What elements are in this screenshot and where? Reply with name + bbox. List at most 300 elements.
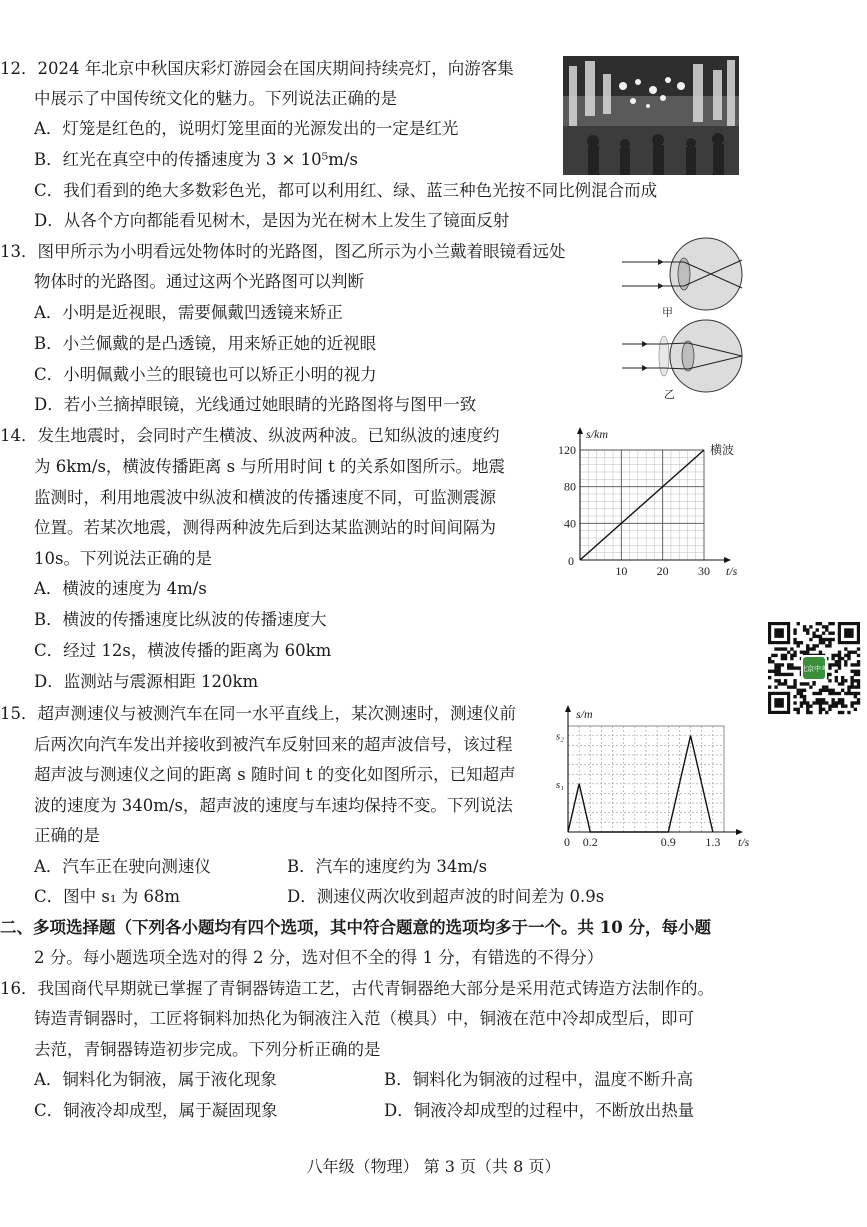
qr-module (825, 628, 828, 631)
qr-module (835, 679, 838, 682)
qr-module (774, 670, 777, 673)
chart1-series-line (580, 450, 704, 560)
qr-module (831, 663, 834, 666)
q14-stem-line2: 为 6km/s，横波传播距离 s 与所用时间 t 的关系如图所示。地震 (34, 457, 505, 476)
qr-module (771, 670, 774, 673)
qr-module (838, 692, 841, 695)
qr-module (857, 673, 860, 676)
qr-module (812, 647, 815, 650)
qr-module (768, 660, 771, 663)
qr-module (809, 685, 812, 688)
qr-module (838, 657, 841, 660)
qr-module (831, 689, 834, 692)
qr-module (841, 711, 844, 714)
qr-module (822, 701, 825, 704)
q16-option-c: C．铜液冷却成型，属于凝固现象 (34, 1101, 278, 1120)
qr-module (854, 695, 857, 698)
qr-module (774, 685, 777, 688)
qr-module (822, 625, 825, 628)
qr-module (831, 654, 834, 657)
chart2-y-tick-label: s₂ (555, 730, 564, 743)
chart-ultrasonic (552, 700, 750, 850)
qr-module (781, 663, 784, 666)
chart1-x-tick-label: 20 (656, 564, 669, 578)
qr-module (857, 654, 860, 657)
qr-module (771, 654, 774, 657)
qr-module (857, 647, 860, 650)
qr-module (787, 685, 790, 688)
qr-module (768, 676, 771, 679)
qr-module (797, 692, 800, 695)
chart1-y-arrow (577, 427, 583, 434)
qr-module (844, 647, 847, 650)
qr-module (844, 679, 847, 682)
q13-option-d: D．若小兰摘掉眼镜，光线通过她眼睛的光路图将与图甲一致 (34, 395, 477, 414)
qr-module (841, 689, 844, 692)
qr-module (822, 632, 825, 635)
qr-module (854, 701, 857, 704)
qr-module (854, 651, 857, 654)
qr-module (828, 638, 831, 641)
qr-module (847, 651, 850, 654)
qr-module (828, 622, 831, 625)
qr-module (812, 644, 815, 647)
chart2-y-tick-label: s₁ (555, 778, 564, 791)
qr-module (835, 701, 838, 704)
qr-module (790, 666, 793, 669)
chart2-y-label: s/m (576, 707, 593, 721)
qr-logo-text: 北京中考 (800, 665, 828, 673)
qr-module (854, 679, 857, 682)
q15-stem-line2: 后两次向汽车发出并接收到被汽车反射回来的超声波信号，该过程 (34, 735, 513, 754)
qr-module (800, 651, 803, 654)
qr-module (835, 692, 838, 695)
qr-module (816, 698, 819, 701)
qr-module (819, 692, 822, 695)
qr-module (838, 711, 841, 714)
q14-stem-line3: 监测时，利用地震波中纵波和横波的传播速度不同，可监测震源 (34, 488, 496, 507)
qr-module (790, 657, 793, 660)
qr-module (828, 679, 831, 682)
q13-option-b: B．小兰佩戴的是凸透镜，用来矫正她的近视眼 (34, 334, 377, 353)
qr-module (822, 698, 825, 701)
qr-module (850, 682, 853, 685)
qr-module (825, 685, 828, 688)
qr-module (819, 689, 822, 692)
qr-module (857, 698, 860, 701)
qr-module (784, 657, 787, 660)
qr-module (825, 644, 828, 647)
qr-module (835, 660, 838, 663)
qr-module (774, 666, 777, 669)
qr-module (793, 641, 796, 644)
qr-module (831, 622, 834, 625)
qr-module (847, 685, 850, 688)
qr-module (774, 679, 777, 682)
qr-module (787, 651, 790, 654)
qr-module (831, 657, 834, 660)
qr-module (816, 692, 819, 695)
qr-module (850, 663, 853, 666)
qr-module (825, 711, 828, 714)
chart2-labels (556, 707, 750, 849)
qr-module (793, 685, 796, 688)
qr-module (787, 663, 790, 666)
q13-stem-line1: 13．图甲所示为小明看远处物体时的光路图，图乙所示为小兰戴着眼镜看远处 (0, 242, 566, 261)
qr-module (828, 644, 831, 647)
eye-diagrams (618, 232, 748, 404)
qr-module (828, 704, 831, 707)
qr-module (790, 654, 793, 657)
qr-module (831, 704, 834, 707)
qr-module (838, 701, 841, 704)
qr-module (841, 682, 844, 685)
qr-module (828, 632, 831, 635)
qr-module (850, 701, 853, 704)
qr-module (831, 638, 834, 641)
qr-module (781, 647, 784, 650)
qr-module (797, 708, 800, 711)
qr-module (793, 701, 796, 704)
qr-module (844, 704, 847, 707)
qr-module (850, 685, 853, 688)
qr-module (854, 670, 857, 673)
qr-module (784, 679, 787, 682)
qr-module (850, 679, 853, 682)
qr-module (800, 682, 803, 685)
q14-option-b: B．横波的传播速度比纵波的传播速度大 (34, 610, 327, 629)
qr-module (857, 660, 860, 663)
qr-module (841, 698, 844, 701)
qr-module (831, 692, 834, 695)
qr-module (793, 632, 796, 635)
qr-module (800, 641, 803, 644)
q14-option-d: D．监测站与震源相距 120km (34, 672, 259, 691)
q13-option-c: C．小明佩戴小兰的眼镜也可以矫正小明的视力 (34, 365, 377, 384)
qr-module (857, 679, 860, 682)
qr-module (781, 657, 784, 660)
qr-module (812, 701, 815, 704)
lantern-photo-drawing (563, 56, 739, 175)
qr-module (847, 711, 850, 714)
qr-module (844, 663, 847, 666)
qr-module (800, 689, 803, 692)
qr-module (778, 682, 781, 685)
qr-module (838, 698, 841, 701)
qr-module (806, 628, 809, 631)
qr-module (835, 704, 838, 707)
qr-module (825, 701, 828, 704)
q16-option-b: B．铜料化为铜液的过程中，温度不断升高 (384, 1070, 694, 1089)
qr-module (857, 692, 860, 695)
qr-module (800, 695, 803, 698)
qr-module (803, 625, 806, 628)
qr-module (790, 647, 793, 650)
q12-stem-line1: 12．2024 年北京中秋国庆彩灯游园会在国庆期间持续亮灯，向游客集 (0, 59, 514, 78)
qr-module (854, 708, 857, 711)
qr-module (778, 666, 781, 669)
qr-module (812, 635, 815, 638)
section2-heading-line2: 2 分。每小题选项全选对的得 2 分，选对但不全的得 1 分，有错选的不得分） (34, 948, 604, 967)
qr-module (816, 644, 819, 647)
qr-finder-inner (844, 628, 854, 638)
qr-module (803, 682, 806, 685)
q15-option-c: C．图中 s₁ 为 68m (34, 887, 181, 906)
qr-module (774, 647, 777, 650)
chart1-series-label: 横波 (710, 443, 735, 457)
qr-module (774, 673, 777, 676)
qr-module (800, 704, 803, 707)
qr-module (797, 644, 800, 647)
qr-module (857, 682, 860, 685)
chart2-origin-label: 0 (564, 835, 570, 849)
qr-module (778, 663, 781, 666)
qr-module (784, 654, 787, 657)
chart1-y-tick-label: 80 (564, 479, 576, 494)
qr-module (822, 689, 825, 692)
qr-module (803, 689, 806, 692)
qr-module (787, 673, 790, 676)
q16-stem-line2: 铸造青铜器时，工匠将铜料加热化为铜液注入范（模具）中，铜液在范中冷却成型后，即可 (34, 1009, 694, 1028)
qr-module (809, 638, 812, 641)
qr-module (816, 628, 819, 631)
chart-transverse-wave (556, 424, 746, 576)
chart2-x-tick-label: 1.3 (705, 835, 721, 849)
qr-module (768, 657, 771, 660)
q12-option-b: B．红光在真空中的传播速度为 3 × 10⁵m/s (34, 150, 358, 169)
chart1-series (580, 450, 704, 560)
qr-module (825, 689, 828, 692)
qr-module (793, 651, 796, 654)
qr-module (803, 701, 806, 704)
qr-module (800, 701, 803, 704)
qr-module (819, 711, 822, 714)
lantern-festival-photo (563, 56, 739, 175)
chart2-x-tick-label: 0.2 (582, 835, 598, 849)
q13-option-a: A．小明是近视眼，需要佩戴凹透镜来矫正 (34, 303, 343, 322)
qr-module (803, 651, 806, 654)
qr-module (857, 663, 860, 666)
qr-module (819, 708, 822, 711)
qr-module (841, 657, 844, 660)
qr-module (793, 654, 796, 657)
qr-module (797, 711, 800, 714)
qr-module (838, 651, 841, 654)
qr-module (790, 663, 793, 666)
qr-module (825, 625, 828, 628)
q15-option-b: B．汽车的速度约为 34m/s (287, 857, 488, 876)
chart2-x-label: t/s (738, 835, 750, 849)
q16-option-a: A．铜料化为铜液，属于液化现象 (34, 1070, 277, 1089)
qr-module (778, 673, 781, 676)
qr-module (819, 641, 822, 644)
qr-module (806, 711, 809, 714)
qr-code[interactable] (768, 622, 860, 714)
qr-module (847, 692, 850, 695)
qr-module (841, 679, 844, 682)
qr-module (828, 692, 831, 695)
qr-module (806, 647, 809, 650)
qr-module (797, 689, 800, 692)
chart1-origin-label: 0 (568, 554, 574, 568)
qr-module (812, 682, 815, 685)
qr-module (809, 625, 812, 628)
qr-module (793, 708, 796, 711)
qr-module (781, 654, 784, 657)
qr-module (857, 685, 860, 688)
qr-module (806, 682, 809, 685)
qr-module (844, 654, 847, 657)
qr-module (793, 682, 796, 685)
qr-module (847, 657, 850, 660)
section2-heading-line1: 二、多项选择题（下列各小题均有四个选项，其中符合题意的选项均多于一个。共 10 分，每小题 (0, 918, 711, 937)
qr-module (778, 679, 781, 682)
qr-module (844, 660, 847, 663)
qr-module (831, 632, 834, 635)
chart1-x-tick-label: 10 (615, 564, 628, 578)
qr-module (838, 666, 841, 669)
qr-module (850, 676, 853, 679)
qr-module (812, 632, 815, 635)
qr-module (854, 673, 857, 676)
chart1-y-tick-label: 40 (564, 516, 576, 531)
q16-stem-line3: 去范，青铜器铸造初步完成。下列分析正确的是 (34, 1040, 381, 1059)
q16-stem-line1: 16．我国商代早期就已掌握了青铜器铸造工艺，古代青铜器绝大部分是采用范式铸造方法制作的。 (0, 979, 714, 998)
chart1-y-label: s/km (586, 427, 608, 441)
qr-module (809, 704, 812, 707)
qr-module (841, 676, 844, 679)
qr-module (803, 695, 806, 698)
qr-module (809, 711, 812, 714)
qr-module (831, 698, 834, 701)
qr-module (781, 682, 784, 685)
qr-module (831, 701, 834, 704)
q15-option-d: D．测速仪两次收到超声波的时间差为 0.9s (287, 887, 605, 906)
qr-module (854, 692, 857, 695)
qr-module (793, 666, 796, 669)
qr-module (790, 673, 793, 676)
qr-module (822, 708, 825, 711)
qr-module (835, 670, 838, 673)
qr-module (806, 651, 809, 654)
q14-stem-line5: 10s。下列说法正确的是 (34, 549, 212, 568)
qr-module (819, 622, 822, 625)
chart2-axes (565, 705, 743, 835)
eye-diagram-jia (622, 238, 742, 319)
qr-module (819, 651, 822, 654)
qr-module (768, 670, 771, 673)
qr-module (838, 682, 841, 685)
qr-module (847, 689, 850, 692)
q12-option-c: C．我们看到的绝大多数彩色光，都可以利用红、绿、蓝三种色光按不同比例混合而成 (34, 181, 658, 200)
qr-module (797, 641, 800, 644)
qr-module (850, 692, 853, 695)
qr-module (857, 670, 860, 673)
page-footer: 八年级（物理） 第 3 页（共 8 页） (306, 1157, 561, 1176)
eye-label-yi: 乙 (664, 389, 675, 401)
qr-module (828, 641, 831, 644)
chart1-x-label: t/s (726, 564, 738, 578)
qr-module (787, 666, 790, 669)
qr-module (850, 704, 853, 707)
qr-module (850, 651, 853, 654)
q15-option-a: A．汽车正在驶向测速仪 (34, 857, 211, 876)
q14-stem-line4: 位置。若某次地震，测得两种波先后到达某监测站的时间间隔为 (34, 518, 496, 537)
qr-module (841, 704, 844, 707)
qr-module (784, 647, 787, 650)
qr-module (806, 704, 809, 707)
qr-module (781, 673, 784, 676)
qr-module (844, 692, 847, 695)
q15-stem-line3: 超声波与测速仪之间的距离 s 随时间 t 的变化如图所示，已知超声 (34, 765, 516, 784)
qr-module (806, 632, 809, 635)
qr-module (816, 635, 819, 638)
qr-module (854, 663, 857, 666)
qr-module (822, 641, 825, 644)
chart2-y-arrow (565, 705, 571, 712)
q12-option-d: D．从各个方向都能看见树木，是因为光在树木上发生了镜面反射 (34, 211, 510, 230)
qr-module (797, 622, 800, 625)
qr-module (835, 654, 838, 657)
qr-module (793, 638, 796, 641)
qr-finder-inner (774, 628, 784, 638)
qr-module (778, 647, 781, 650)
qr-module (768, 685, 771, 688)
qr-module (771, 660, 774, 663)
q14-option-a: A．横波的速度为 4m/s (34, 579, 207, 598)
qr-module (819, 635, 822, 638)
q12-stem-line2: 中展示了中国传统文化的魅力。下列说法正确的是 (34, 89, 397, 108)
qr-module (784, 673, 787, 676)
qr-module (774, 663, 777, 666)
qr-module (793, 679, 796, 682)
qr-module (835, 663, 838, 666)
qr-module (828, 666, 831, 669)
qr-module (816, 701, 819, 704)
qr-module (806, 708, 809, 711)
qr-module (803, 628, 806, 631)
q16-option-d: D．铜液冷却成型的过程中，不断放出热量 (384, 1101, 695, 1120)
qr-module (819, 704, 822, 707)
q12-option-a: A．灯笼是红色的，说明灯笼里面的光源发出的一定是红光 (34, 119, 459, 138)
q14-stem-line1: 14．发生地震时，会同时产生横波、纵波两种波。已知纵波的速度约 (0, 426, 500, 445)
chart1-x-tick-label: 30 (698, 564, 710, 578)
qr-module (800, 692, 803, 695)
qr-finder-inner (774, 698, 784, 708)
qr-module (857, 701, 860, 704)
qr-module (854, 685, 857, 688)
qr-module (806, 701, 809, 704)
chart1-x-arrow (724, 557, 731, 563)
qr-module (806, 644, 809, 647)
qr-module (819, 698, 822, 701)
qr-module (816, 622, 819, 625)
qr-module (793, 628, 796, 631)
qr-module (822, 685, 825, 688)
qr-module (825, 638, 828, 641)
qr-module (809, 647, 812, 650)
qr-module (828, 663, 831, 666)
qr-module (828, 673, 831, 676)
qr-module (819, 638, 822, 641)
qr-module (812, 692, 815, 695)
eye-diagram-yi (622, 320, 742, 401)
qr-module (838, 663, 841, 666)
qr-module (778, 670, 781, 673)
chart2-x-tick-label: 0.9 (660, 835, 676, 849)
qr-module (803, 698, 806, 701)
qr-module (793, 695, 796, 698)
